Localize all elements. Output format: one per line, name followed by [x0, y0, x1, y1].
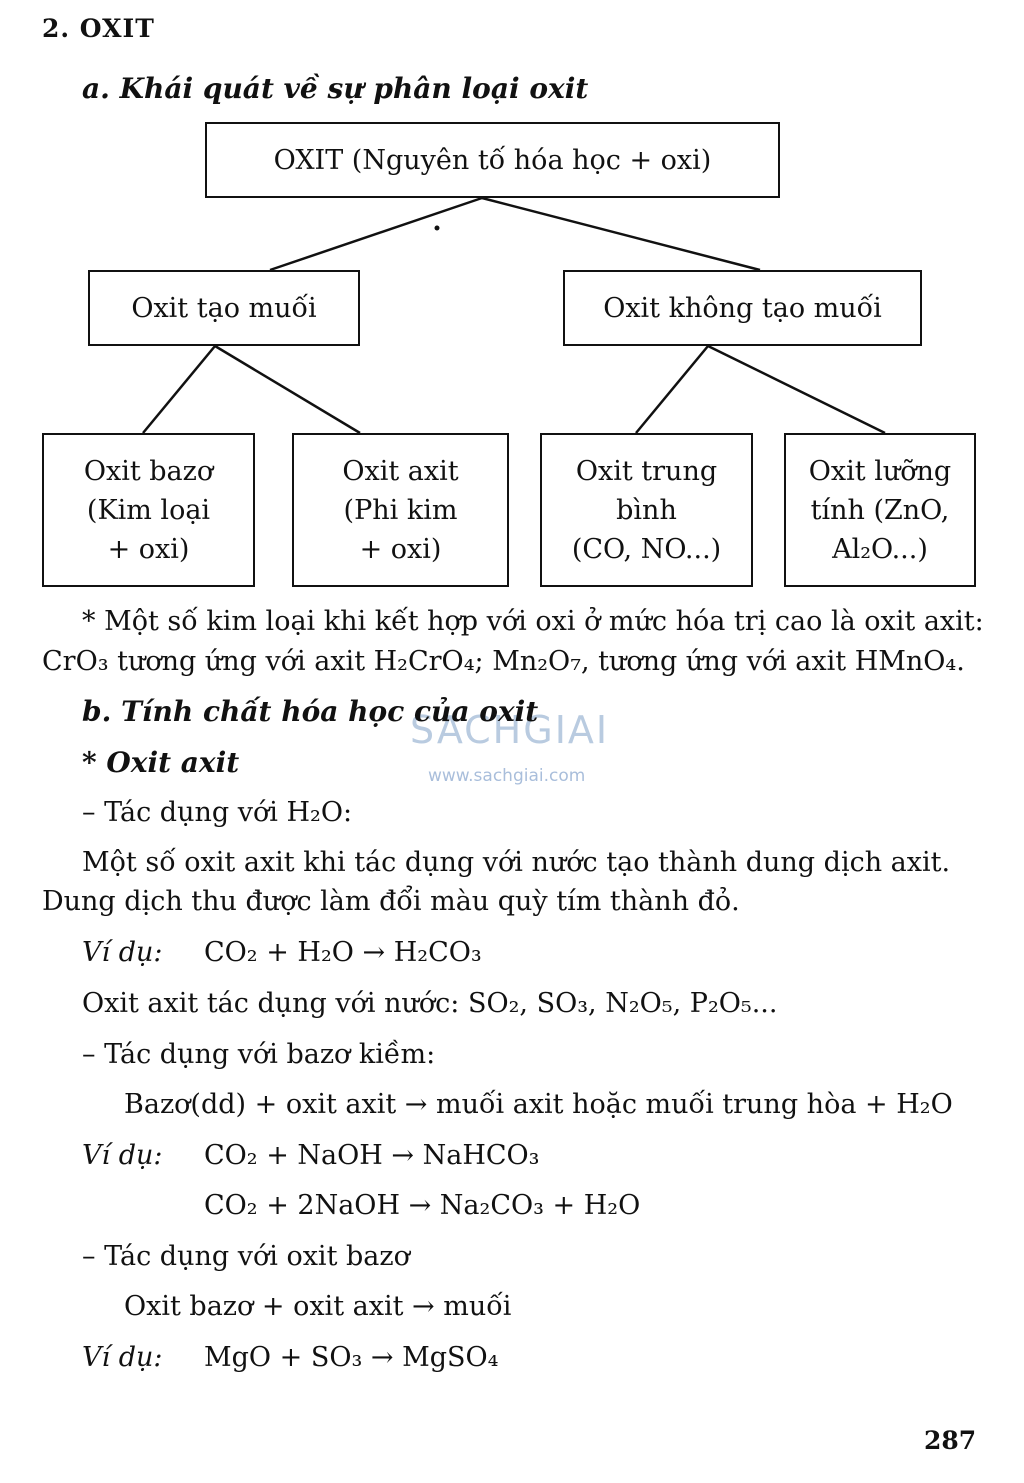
tree-box-basic-oxide [42, 433, 255, 587]
tree-box-neutral-oxide [540, 433, 753, 587]
connector-nonsalt-neutral [636, 346, 708, 433]
equation-basic-oxide: MgO + SO₃ → MgSO₄ [204, 1342, 499, 1373]
amphoteric-oxide-line3: Al₂O...) [832, 533, 928, 565]
rule-react-basic-oxide: Oxit bazơ + oxit axit → muối [124, 1291, 512, 1322]
tree-box-salt-forming: Oxit tạo muối [88, 270, 360, 346]
subsection-b-heading: b. Tính chất hóa học của oxit [82, 695, 539, 728]
subsection-a-heading: a. Khái quát về sự phân loại oxit [82, 72, 589, 105]
example-label-3: Ví dụ: [82, 1342, 163, 1373]
para-water-line-1: Một số oxit axit khi tác dụng với nước tạo thành dung dịch axit. [82, 847, 951, 878]
equation-base-1: CO₂ + NaOH → NaHCO₃ [204, 1140, 540, 1171]
neutral-oxide-line2: bình [616, 494, 677, 526]
tree-box-acidic-oxide [292, 433, 509, 587]
para-water-line-2: Dung dịch thu được làm đổi màu quỳ tím thành đỏ. [42, 886, 740, 917]
connector-root-right [482, 198, 760, 270]
note-line-2: CrO₃ tương ứng với axit H₂CrO₄; Mn₂O₇, tương ứng với axit HMnO₄. [42, 646, 965, 677]
neutral-oxide-line1: Oxit trung [575, 455, 718, 487]
item-react-water: – Tác dụng với H₂O: [82, 797, 353, 828]
rule-react-base: Bazơ(dd) + oxit axit → muối axit hoặc muối trung hòa + H₂O [124, 1089, 953, 1120]
neutral-oxide-line3: (CO, NO...) [571, 533, 722, 565]
item-react-basic-oxide: – Tác dụng với oxit bazơ [82, 1241, 410, 1272]
watermark-url: www.sachgiai.com [428, 766, 586, 786]
acidic-oxide-line3: + oxi) [359, 533, 442, 565]
connector-salt-acidic [215, 346, 360, 433]
amphoteric-oxide-line1: Oxit lưỡng [808, 455, 952, 487]
equation-water: CO₂ + H₂O → H₂CO₃ [204, 937, 482, 968]
list-water-oxides: Oxit axit tác dụng với nước: SO₂, SO₃, N₂O₅, P₂O₅... [82, 988, 778, 1019]
connector-nonsalt-amphoteric [708, 346, 885, 433]
connector-salt-basic [143, 346, 215, 433]
acidic-oxide-line2: (Phi kim [343, 494, 458, 526]
tree-root-box: OXIT (Nguyên tố hóa học + oxi) [205, 122, 780, 198]
basic-oxide-line3: + oxi) [107, 533, 190, 565]
acidic-oxide-line1: Oxit axit [342, 455, 459, 487]
item-react-base: – Tác dụng với bazơ kiềm: [82, 1039, 436, 1070]
watermark-logo: SACHGIAI [410, 708, 610, 752]
oxit-axit-heading: * Oxit axit [82, 746, 240, 779]
speck-dot [435, 226, 440, 231]
example-label-2: Ví dụ: [82, 1140, 163, 1171]
tree-box-amphoteric-oxide [784, 433, 976, 587]
tree-box-non-salt-forming: Oxit không tạo muối [563, 270, 922, 346]
note-line-1: * Một số kim loại khi kết hợp với oxi ở mức hóa trị cao là oxit axit: [82, 606, 984, 637]
section-title: 2. OXIT [42, 14, 155, 43]
example-label-1: Ví dụ: [82, 937, 163, 968]
page-number: 287 [924, 1426, 977, 1455]
amphoteric-oxide-line2: tính (ZnO, [810, 494, 950, 526]
connector-root-left [270, 198, 482, 270]
basic-oxide-line1: Oxit bazơ [83, 455, 214, 487]
equation-base-2: CO₂ + 2NaOH → Na₂CO₃ + H₂O [204, 1190, 641, 1221]
basic-oxide-line2: (Kim loại [86, 494, 211, 526]
